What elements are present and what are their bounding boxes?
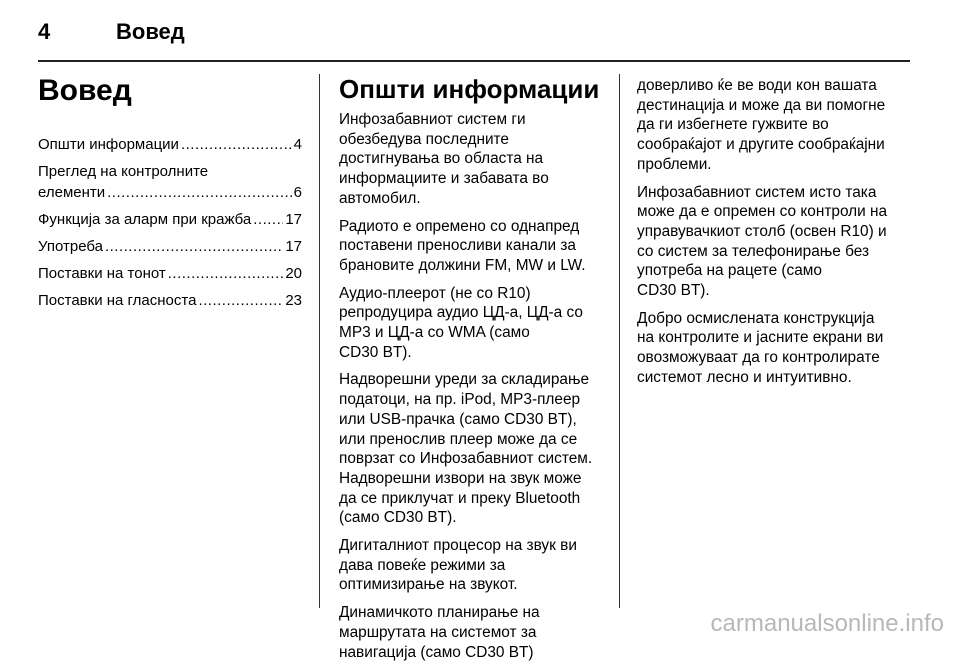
body-paragraph: доверливо ќе ве води кон вашата дестинација и може да ви помогне да ги избегнете гужвите во сообраќајот и другите сообраќајни проблеми. [637,77,886,173]
body-paragraph: Радиото е опремено со однапред поставени преносливи канали за брановите должини FM, MW и LW. [339,217,586,274]
column-divider [619,74,620,608]
toc-entry[interactable] [38,161,302,203]
toc-entry-title: Поставки на гласноста [38,292,197,309]
body-paragraph: Добро осмислената конструкција на контролите и јасните екрани ви овозможуваат да го контролирате системот лесно и интуитивно. [637,309,884,386]
running-title: Вовед [116,19,185,44]
toc-entry-title-cont: елементи [38,184,106,201]
toc-entry-title: Преглед на контролните [38,163,209,180]
page-number: 4 [38,19,51,44]
toc-leader [107,182,292,203]
toc-entry[interactable] [38,290,302,311]
toc-entry[interactable] [38,263,302,284]
toc-entry-page: 23 [285,292,302,309]
toc-leader [198,290,283,311]
toc-entry-page: 4 [293,136,302,153]
toc-leader [181,134,292,155]
column-divider [319,74,320,608]
toc-leader [168,263,284,284]
table-of-contents [38,134,302,311]
toc-entry-page: 6 [293,184,302,201]
section-heading: Општи информации [339,74,600,104]
toc-entry-title: Поставки на тонот [38,265,166,282]
body-paragraph: Динамичкото планирање на маршрутата на системот за навигација (само CD30 BT) [339,604,540,661]
toc-entry[interactable] [38,134,302,155]
toc-entry-title: Општи информации [38,136,179,153]
toc-leader [253,209,283,230]
body-column-middle [339,72,611,670]
body-paragraph: Инфозабавниот систем исто така може да е опремен со контроли на управувачкиот столб (освен R10) и со систем за телефонирање без употреба на рацете (само CD30 BT). [637,183,888,300]
toc-entry[interactable] [38,209,302,230]
toc-entry[interactable] [38,236,302,257]
body-paragraph: Инфозабавниот систем ги обезбедува последните достигнувања во областа на информациите и забавата во автомобил. [339,111,549,207]
chapter-title: Вовед [38,74,132,107]
body-column-right [637,76,911,396]
toc-column [38,72,302,317]
toc-leader [105,236,283,257]
body-paragraph: Надворешни уреди за складирање податоци, на пр. iPod, MP3-плеер или USB-прачка (само CD30 BT), или пренослив плеер може да се поврзат со Инфозабавниот систем. Надворешни извори на звук може да се приклучат и преку Bluetooth (само CD30 BT). [339,371,593,527]
header-rule [38,60,910,62]
toc-entry-title: Употреба [38,238,103,255]
toc-entry-title: Функција за аларм при кражба [38,211,252,228]
watermark: carmanualsonline.info [710,610,944,637]
body-paragraph: Дигиталниот процесор на звук ви дава повеќе режими за оптимизирање на звукот. [339,537,577,594]
body-paragraph: Аудио-плеерот (не со R10) репродуцира аудио ЦД-а, ЦД-а со MP3 и ЦД-а со WMA (само CD30 BT). [339,284,583,361]
toc-entry-page: 17 [285,211,302,228]
toc-entry-page: 20 [285,265,302,282]
toc-entry-page: 17 [285,238,302,255]
